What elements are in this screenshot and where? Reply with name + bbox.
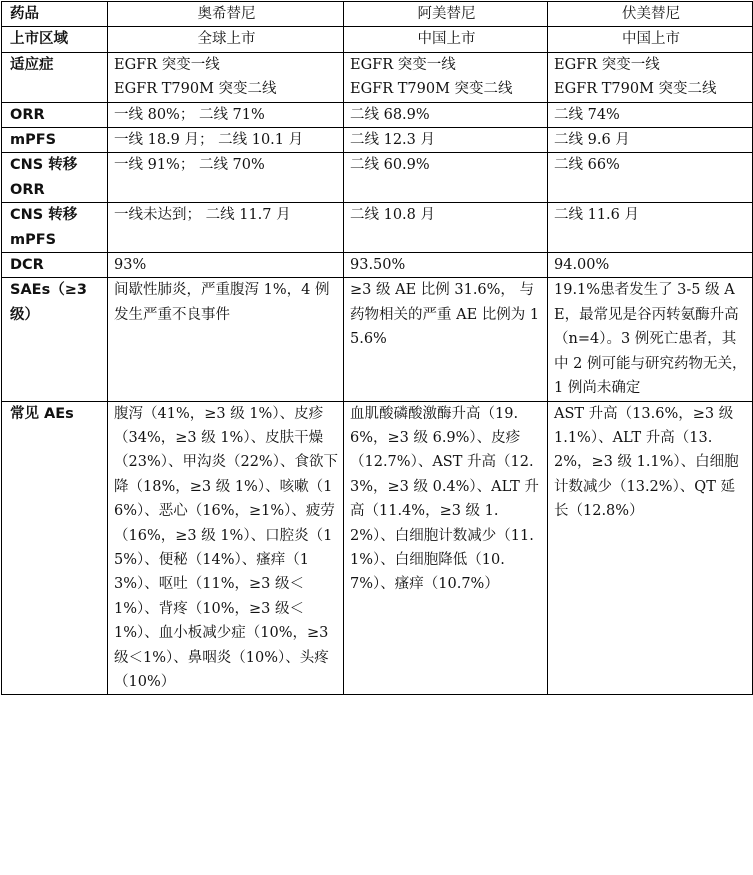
saes-value: 间歇性肺炎，严重腹泻 1%，4 例发生严重不良事件 <box>108 278 344 401</box>
cns-mpfs-label <box>2 203 108 253</box>
indication-cell <box>548 52 753 102</box>
market-row <box>2 27 753 52</box>
cns-orr-row <box>2 153 753 203</box>
orr-value: 二线 74% <box>548 102 753 127</box>
header-row <box>2 2 753 27</box>
dcr-label: DCR <box>2 253 108 278</box>
dcr-row <box>2 253 753 278</box>
market-value: 全球上市 <box>108 27 344 52</box>
cns-mpfs-value: 二线 10.8 月 <box>344 203 548 253</box>
orr-row <box>2 102 753 127</box>
mpfs-value: 二线 12.3 月 <box>344 128 548 153</box>
common-aes-value: AST 升高（13.6%，≥3 级 1.1%）、ALT 升高（13.2%，≥3 级 1.1%）、白细胞计数减少（13.2%）、QT 延长（12.8%） <box>548 401 753 695</box>
cns-mpfs-row <box>2 203 753 253</box>
common-aes-row <box>2 401 753 695</box>
cns-orr-value: 一线 91%； 二线 70% <box>108 153 344 203</box>
header-label: 药品 <box>2 2 108 27</box>
dcr-value: 94.00% <box>548 253 753 278</box>
market-label: 上市区域 <box>2 27 108 52</box>
cns-orr-value: 二线 60.9% <box>344 153 548 203</box>
mpfs-row <box>2 128 753 153</box>
drug-name-furmonertinib: 伏美替尼 <box>548 2 753 27</box>
mpfs-value: 二线 9.6 月 <box>548 128 753 153</box>
orr-label: ORR <box>2 102 108 127</box>
indication-line: EGFR 突变一线 <box>350 56 456 73</box>
cns-orr-label-line: ORR <box>10 181 45 198</box>
saes-value: ≥3 级 AE 比例 31.6%， 与药物相关的严重 AE 比例为 15.6% <box>344 278 548 401</box>
cns-mpfs-value: 一线未达到； 二线 11.7 月 <box>108 203 344 253</box>
indication-line: EGFR T790M 突变二线 <box>114 81 277 98</box>
saes-label: SAEs（≥3 级） <box>2 278 108 401</box>
cns-orr-label <box>2 153 108 203</box>
drug-name-osimertinib: 奥希替尼 <box>108 2 344 27</box>
saes-row <box>2 278 753 401</box>
dcr-value: 93% <box>108 253 344 278</box>
indication-line: EGFR 突变一线 <box>554 56 660 73</box>
market-value: 中国上市 <box>548 27 753 52</box>
common-aes-value: 腹泻（41%，≥3 级 1%）、皮疹（34%，≥3 级 1%）、皮肤干燥（23%）、甲沟炎（22%）、食欲下降（18%，≥3 级 1%）、咳嗽（16%）、恶心（16%，≥1%）、疲劳（16%，≥3 级 1%）、口腔炎（15%）、便秘（14%）、瘙痒（13%）、呕吐（11%，≥3 级＜1%）、背疼（10%，≥3 级＜1%）、血小板减少症（10%，≥3 级＜1%）、鼻咽炎（10%）、头疼（10%） <box>108 401 344 695</box>
mpfs-label: mPFS <box>2 128 108 153</box>
indication-cell <box>344 52 548 102</box>
common-aes-label: 常见 AEs <box>2 401 108 695</box>
indication-row <box>2 52 753 102</box>
market-value: 中国上市 <box>344 27 548 52</box>
indication-cell <box>108 52 344 102</box>
common-aes-value: 血肌酸磷酸激酶升高（19.6%，≥3 级 6.9%）、皮疹（12.7%）、AST 升高（12.3%，≥3 级 0.4%）、ALT 升高（11.4%，≥3 级 1.2%）、白细胞计数减少（11.1%）、白细胞降低（10.7%）、瘙痒（10.7%） <box>344 401 548 695</box>
indication-line: EGFR 突变一线 <box>114 56 220 73</box>
saes-value: 19.1%患者发生了 3-5 级 AE，最常见是谷丙转氨酶升高（n=4）。3 例死亡患者，其中 2 例可能与研究药物无关，1 例尚未确定 <box>548 278 753 401</box>
drug-comparison-table <box>1 1 753 695</box>
cns-mpfs-label-line: CNS 转移 <box>10 207 78 224</box>
drug-name-aumolertinib: 阿美替尼 <box>344 2 548 27</box>
orr-value: 二线 68.9% <box>344 102 548 127</box>
indication-line: EGFR T790M 突变二线 <box>554 81 717 98</box>
indication-line: EGFR T790M 突变二线 <box>350 81 513 98</box>
mpfs-value: 一线 18.9 月； 二线 10.1 月 <box>108 128 344 153</box>
indication-label: 适应症 <box>2 52 108 102</box>
cns-orr-label-line: CNS 转移 <box>10 157 78 174</box>
dcr-value: 93.50% <box>344 253 548 278</box>
cns-mpfs-value: 二线 11.6 月 <box>548 203 753 253</box>
cns-orr-value: 二线 66% <box>548 153 753 203</box>
orr-value: 一线 80%； 二线 71% <box>108 102 344 127</box>
cns-mpfs-label-line: mPFS <box>10 231 57 248</box>
